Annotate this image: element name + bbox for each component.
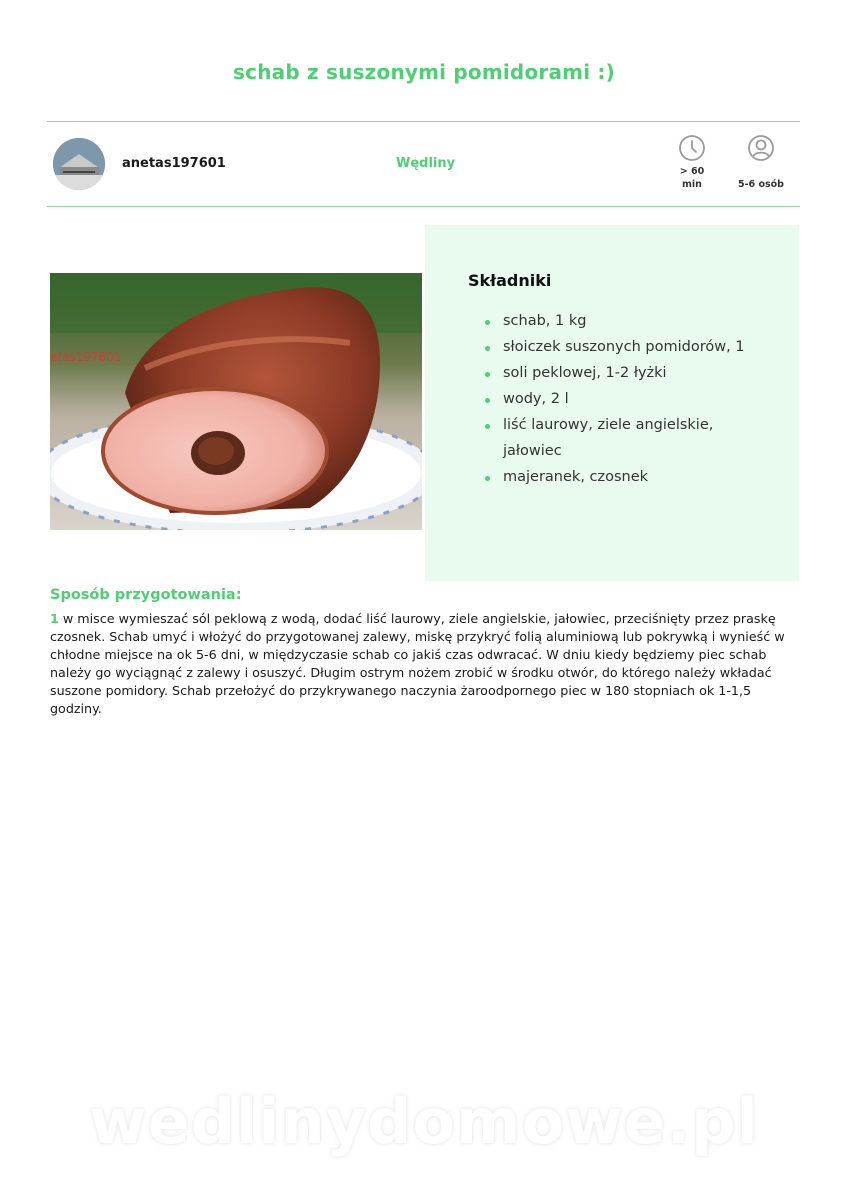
preparation-step: [50, 610, 790, 718]
roasted-pork-image: [50, 273, 422, 530]
ingredient-item: liść laurowy, ziele angielskie, jałowiec: [503, 413, 753, 464]
recipe-meta-bar: [47, 121, 800, 207]
bullet-icon: [485, 398, 490, 403]
preparation-heading: Sposób przygotowania:: [50, 587, 242, 603]
author-name[interactable]: anetas197601: [122, 156, 226, 171]
bullet-icon: [485, 424, 490, 429]
prep-time: [662, 134, 722, 191]
step-text: w misce wymieszać sól peklową z wodą, dodać liść laurowy, ziele angielskie, jałowiec, przeciśnięty przez praskę czosnek. Schab umyć i włożyć do przygotowanej zalewy, miskę przykryć folią aluminiową lub pokrywką i wynieść w chłodne miejsce na ok 5-6 dni, w międzyczasie schab co jakiś czas odwracać. W dniu kiedy będziemy piec schab należy go wyciągnąć z zalewy i osuszyć. Długim ostrym nożem zrobić w środku otwór, do którego należy wkładać suszone pomidory. Schab przełożyć do przykrywanego naczynia żaroodpornego piec w 180 stopniach ok 1-1,5 godziny.: [50, 611, 785, 716]
category-link[interactable]: Wędliny: [396, 156, 456, 171]
bullet-icon: [485, 372, 490, 377]
ingredient-item: majeranek, czosnek: [503, 465, 753, 491]
author-avatar[interactable]: [53, 138, 105, 190]
servings: [731, 134, 791, 191]
ingredient-item: soli peklowej, 1-2 łyżki: [503, 361, 753, 387]
ingredient-item: słoiczek suszonych pomidorów, 1: [503, 335, 753, 361]
user-icon: [747, 134, 775, 162]
recipe-photo: [50, 273, 422, 530]
servings-label: 5-6 osób: [738, 179, 784, 190]
recipe-title: schab z suszonymi pomidorami :): [233, 60, 615, 84]
ingredient-item: schab, 1 kg: [503, 309, 753, 335]
ingredients-heading: Składniki: [468, 271, 552, 290]
step-number: 1: [50, 611, 59, 626]
photo-watermark: etas197601: [50, 350, 122, 364]
bullet-icon: [485, 346, 490, 351]
ingredients-panel: [425, 225, 799, 581]
bullet-icon: [485, 476, 490, 481]
prep-time-label: > 60 min: [679, 166, 705, 190]
clock-icon: [678, 134, 706, 162]
ingredients-list: [503, 309, 753, 491]
site-watermark: wedlinydomowe.pl: [89, 1085, 759, 1158]
avatar-image: [53, 138, 105, 190]
bullet-icon: [485, 320, 490, 325]
ingredient-item: wody, 2 l: [503, 387, 753, 413]
